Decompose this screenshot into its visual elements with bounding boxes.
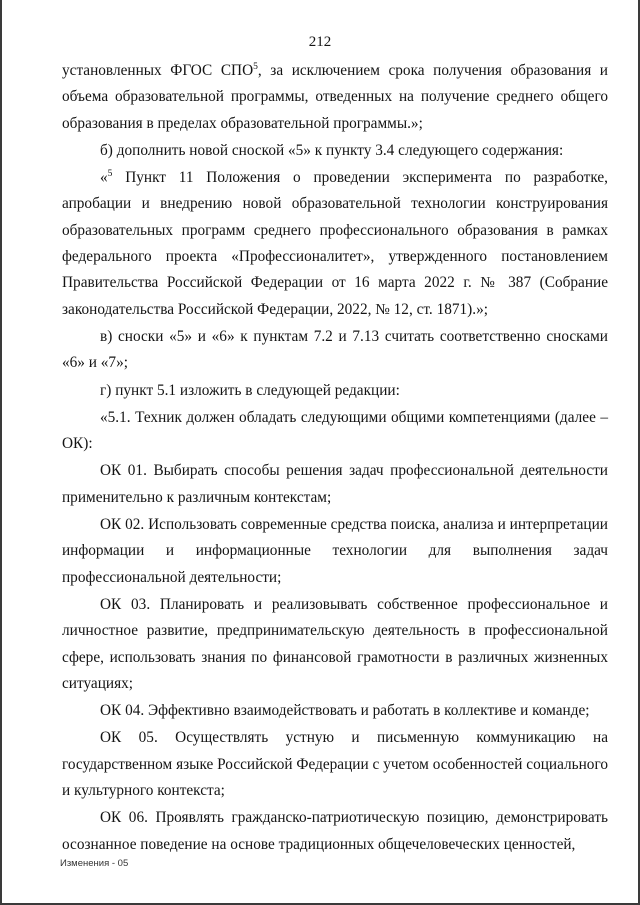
paragraph-item-5-1-edit: г) пункт 5.1 изложить в следующей редакции: [100,381,400,399]
competency-ok-04: ОК 04. Эффективно взаимодействовать и работать в коллективе и команде; [100,702,590,720]
footnote-ref: 5 [107,169,113,180]
footnote-ref: 5 [253,62,258,72]
quote-open: « [100,169,108,187]
competency-ok-03: ОК 03. Планировать и реализовывать собственное профессиональное и личностное развитие, предпринимательскую деятельность в профессиональной сфере, использовать знания по финансовой грамотности в различных жизненных ситуациях; [62,595,608,692]
page-number: 212 [308,34,332,50]
paragraph-fgos-exception [62,58,608,137]
paragraph-text: , за исключением срока получения образования и объема образовательной программы, отведенных на получение среднего общего образования в пределах образовательной программы.»; [62,62,608,132]
competency-ok-06: ОК 06. Проявлять гражданско-патриотическую позицию, демонстрировать осознанное поведение на основе традиционных общечеловеческих ценностей, [62,809,608,853]
document-body [62,58,608,858]
competency-ok-05: ОК 05. Осуществлять устную и письменную коммуникацию на государственном языке Российской Федерации с учетом особенностей социального и культурного контекста; [62,729,608,800]
footer-label: Изменения - 05 [60,858,129,869]
paragraph-item-5-1: «5.1. Техник должен обладать следующими общими компетенциями (далее – ОК): [62,408,608,453]
paragraph-text: установленных ФГОС СПО [62,62,254,79]
paragraph-add-footnote: б) дополнить новой сноской «5» к пункту 3.4 следующего содержания: [100,141,564,159]
paragraph-text: Пункт 11 Положения о проведении эксперимента по разработке, апробации и внедрению новой образовательной технологии конструирования образовательных программ среднего профессионального образования в рамках федерального проекта «Профессионалитет», утвержденного постановлением Правительства Российской Федерации от 16 марта 2022 г. № 387 (Собрание законодательства Российской Федерации, 2022, № 12, ст. 1871).»; [62,169,608,318]
competency-ok-01: ОК 01. Выбирать способы решения задач профессиональной деятельности применительно к различным контекстам; [62,462,608,506]
competency-ok-02: ОК 02. Использовать современные средства поиска, анализа и интерпретации информации и информационные технологии для выполнения задач профессиональной деятельности; [62,516,608,586]
paragraph-footnote-text [62,165,608,323]
paragraph-footnote-renumber: в) сноски «5» и «6» к пунктам 7.2 и 7.13 считать соответственно сносками «6» и «7»; [62,327,608,372]
